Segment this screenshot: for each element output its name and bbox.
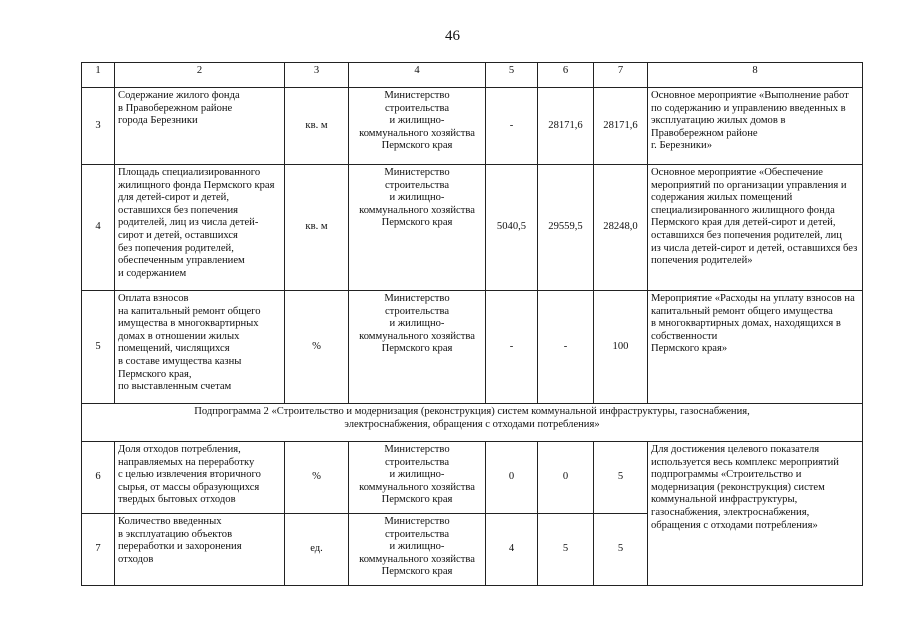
row-number: 4 bbox=[82, 165, 115, 291]
value-col6: 0 bbox=[538, 442, 594, 514]
column-number: 7 bbox=[594, 63, 648, 88]
column-number: 8 bbox=[648, 63, 863, 88]
value-col6: 5 bbox=[538, 514, 594, 586]
unit: ед. bbox=[285, 514, 349, 586]
subprogram-row bbox=[82, 404, 863, 442]
executor: Министерство строительства и жилищно- коммунального хозяйства Пермского края bbox=[349, 165, 486, 291]
value-col5: - bbox=[486, 291, 538, 404]
value-col5: 4 bbox=[486, 514, 538, 586]
table-row bbox=[82, 165, 863, 291]
row-number: 3 bbox=[82, 88, 115, 165]
table-row bbox=[82, 442, 863, 514]
column-number: 2 bbox=[115, 63, 285, 88]
table-row bbox=[82, 291, 863, 404]
value-col6: - bbox=[538, 291, 594, 404]
column-number: 3 bbox=[285, 63, 349, 88]
value-col7: 28248,0 bbox=[594, 165, 648, 291]
unit: кв. м bbox=[285, 88, 349, 165]
executor: Министерство строительства и жилищно- коммунального хозяйства Пермского края bbox=[349, 514, 486, 586]
value-col7: 5 bbox=[594, 442, 648, 514]
executor: Министерство строительства и жилищно- коммунального хозяйства Пермского края bbox=[349, 291, 486, 404]
event-description: Основное мероприятие «Обеспечение мероприятий по организации управления и содержания жилых помещений специализированного жилищного фонда Пермского края для детей-сирот и детей, оставшихся без попечения родителей, лиц из числа детей-сирот и детей, оставшихся без попечения родителей» bbox=[648, 165, 863, 291]
column-number: 5 bbox=[486, 63, 538, 88]
value-col7: 5 bbox=[594, 514, 648, 586]
unit: % bbox=[285, 291, 349, 404]
executor: Министерство строительства и жилищно- коммунального хозяйства Пермского края bbox=[349, 442, 486, 514]
value-col5: 0 bbox=[486, 442, 538, 514]
row-number: 7 bbox=[82, 514, 115, 586]
indicator-name: Площадь специализированного жилищного фонда Пермского края для детей-сирот и детей, оставшихся без попечения родителей, лиц из числа детей-сирот и детей, оставшихся без попечения родителей, обеспеченным управлением и содержанием bbox=[115, 165, 285, 291]
column-number: 4 bbox=[349, 63, 486, 88]
shared-event-description: Для достижения целевого показателя используется весь комплекс мероприятий подпрограммы «Строительство и модернизация (реконструкция) систем коммунальной инфраструктуры, газоснабжения, электроснабжения, обращения с отходами потребления» bbox=[648, 442, 863, 586]
column-numbers-row bbox=[82, 63, 863, 88]
page-number: 46 bbox=[445, 28, 460, 44]
row-number: 6 bbox=[82, 442, 115, 514]
value-col5: - bbox=[486, 88, 538, 165]
value-col6: 29559,5 bbox=[538, 165, 594, 291]
event-description: Основное мероприятие «Выполнение работ по содержанию и управлению введенных в эксплуатацию жилых домов в Правобережном районе г. Березники» bbox=[648, 88, 863, 165]
row-number: 5 bbox=[82, 291, 115, 404]
subprogram-title: Подпрограмма 2 «Строительство и модернизация (реконструкция) систем коммунальной инфраструктуры, газоснабжения, электроснабжения, обращения с отходами потребления» bbox=[82, 404, 863, 442]
table-row bbox=[82, 88, 863, 165]
indicator-name: Количество введенных в эксплуатацию объектов переработки и захоронения отходов bbox=[115, 514, 285, 586]
unit: % bbox=[285, 442, 349, 514]
unit: кв. м bbox=[285, 165, 349, 291]
value-col5: 5040,5 bbox=[486, 165, 538, 291]
indicator-name: Оплата взносов на капитальный ремонт общего имущества в многоквартирных домах в отношении жилых помещений, числящихся в составе имущества казны Пермского края, по выставленным счетам bbox=[115, 291, 285, 404]
value-col7: 28171,6 bbox=[594, 88, 648, 165]
event-description: Мероприятие «Расходы на уплату взносов на капитальный ремонт общего имущества в многоквартирных домах, находящихся в собственности Пермского края» bbox=[648, 291, 863, 404]
value-col7: 100 bbox=[594, 291, 648, 404]
executor: Министерство строительства и жилищно- коммунального хозяйства Пермского края bbox=[349, 88, 486, 165]
indicators-table bbox=[81, 62, 863, 586]
value-col6: 28171,6 bbox=[538, 88, 594, 165]
column-number: 6 bbox=[538, 63, 594, 88]
column-number: 1 bbox=[82, 63, 115, 88]
indicator-name: Содержание жилого фонда в Правобережном районе города Березники bbox=[115, 88, 285, 165]
indicator-name: Доля отходов потребления, направляемых на переработку с целью извлечения вторичного сырья, от массы образующихся твердых бытовых отходов bbox=[115, 442, 285, 514]
